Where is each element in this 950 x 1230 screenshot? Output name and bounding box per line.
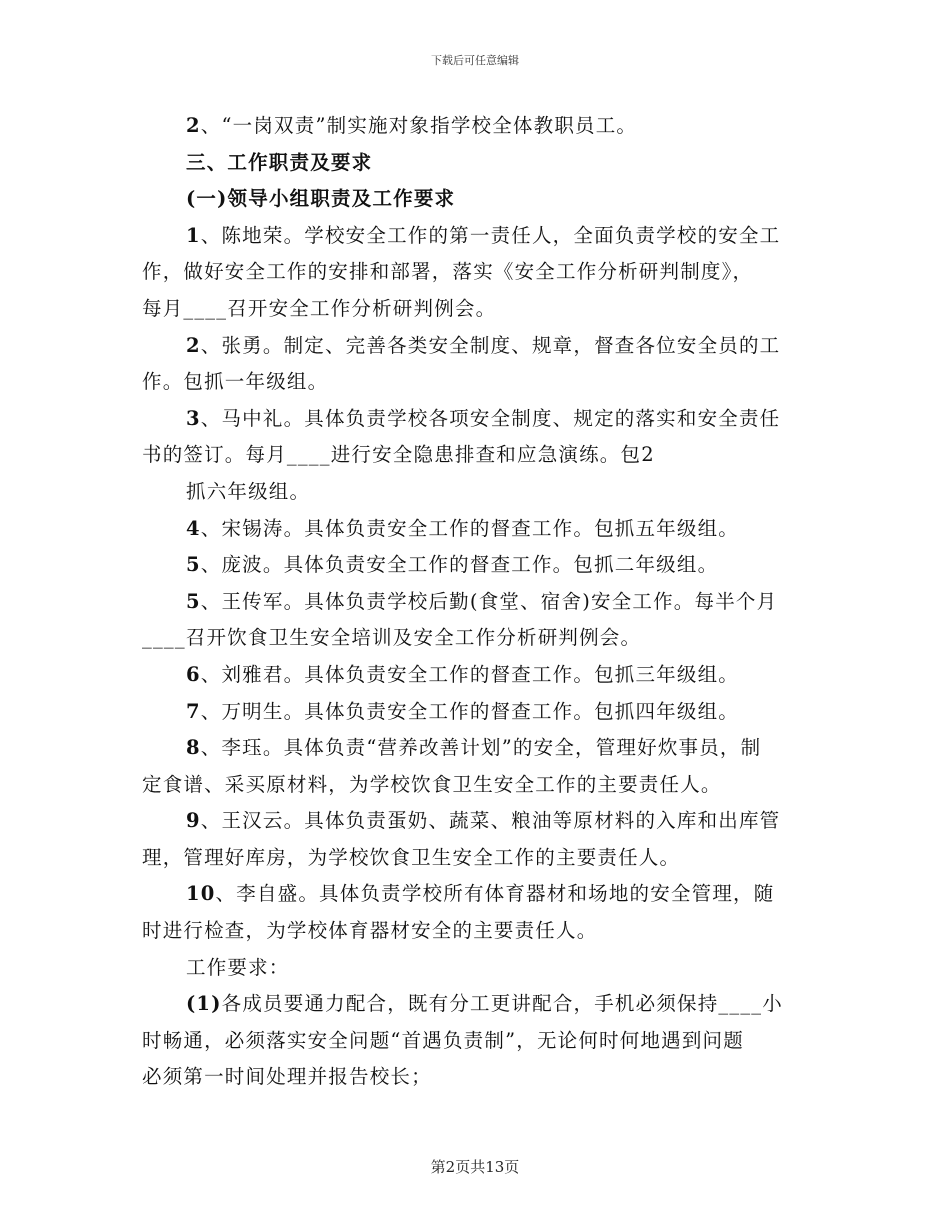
text-line	[142, 876, 818, 913]
text-line	[142, 108, 818, 145]
page-footer: 第2页共13页	[430, 1158, 520, 1176]
item-number: 8	[186, 736, 201, 760]
line-text: 时进行检查，为学校体育器材安全的主要责任人。	[142, 919, 598, 943]
document-body	[142, 108, 818, 1096]
line-text: 、王汉云。具体负责蛋奶、蔬菜、粮油等原材料的入库和出库管	[200, 809, 781, 833]
line-text: 、刘雅君。具体负责安全工作的督查工作。包抓三年级组。	[200, 662, 739, 686]
line-text: 理，管理好库房，为学校饮食卫生安全工作的主要责任人。	[142, 845, 681, 869]
text-line	[142, 291, 818, 328]
text-line	[142, 511, 818, 548]
line-text: 、张勇。制定、完善各类安全制度、规章，督查各位安全员的工	[200, 333, 781, 357]
line-text: 各成员要通力配合，既有分工更讲配合，手机必须保持____小	[221, 992, 783, 1016]
line-text: 、李自盛。具体负责学校所有体育器材和场地的安全管理，随	[215, 882, 775, 906]
text-line	[142, 803, 818, 840]
item-number: 5	[186, 553, 201, 577]
page-header: 下载后可任意编辑	[431, 54, 519, 67]
text-line	[142, 364, 818, 401]
line-text: 时畅通，必须落实安全问题“首遇负责制”，无论何时何地遇到问题	[142, 1028, 744, 1052]
text-line	[142, 218, 818, 255]
item-number: 2	[186, 114, 201, 137]
line-text: ____召开饮食卫生安全培训及安全工作分析研判例会。	[142, 626, 642, 650]
line-text: 、庞波。具体负责安全工作的督查工作。包抓二年级组。	[200, 553, 719, 577]
item-number: 9	[186, 809, 201, 833]
text-line	[142, 401, 818, 438]
text-line	[142, 1023, 818, 1060]
item-number: 6	[186, 662, 201, 686]
line-text: 作，做好安全工作的安排和部署，落实《安全工作分析研判制度》，	[142, 260, 754, 284]
line-text: 、王传军。具体负责学校后勤(食堂、宿舍)安全工作。每半个月	[200, 589, 778, 613]
line-text: 抓六年级组。	[186, 479, 311, 503]
line-text: 定食谱、采买原材料，为学校饮食卫生安全工作的主要责任人。	[142, 772, 722, 796]
text-line	[142, 694, 818, 731]
item-number: 7	[186, 699, 201, 723]
item-number: (1)	[186, 992, 222, 1016]
line-text: (一)领导小组职责及工作要求	[186, 187, 456, 211]
line-text: 、陈地荣。学校安全工作的第一责任人，全面负责学校的安全工	[200, 223, 781, 247]
text-line	[142, 547, 818, 584]
line-text: 每月____召开安全工作分析研判例会。	[142, 296, 497, 320]
text-line	[142, 584, 818, 621]
text-line	[142, 328, 818, 365]
item-number: 2	[186, 333, 201, 357]
line-text: 、万明生。具体负责安全工作的督查工作。包抓四年级组。	[200, 699, 739, 723]
line-text: 必须第一时间处理并报告校长；	[142, 1065, 432, 1089]
item-number: 4	[186, 516, 201, 540]
item-number: 3	[186, 406, 201, 430]
line-text: 工作要求：	[186, 955, 290, 979]
item-number: 5	[186, 589, 201, 613]
text-line	[142, 986, 818, 1023]
text-line	[142, 620, 818, 657]
text-line	[142, 657, 818, 694]
line-text: 、马中礼。具体负责学校各项安全制度、规定的落实和安全责任	[200, 406, 781, 430]
text-line	[142, 437, 818, 474]
line-text: 三、工作职责及要求	[186, 150, 373, 174]
text-line	[142, 145, 818, 182]
text-line	[142, 767, 818, 804]
text-line	[142, 840, 818, 877]
text-line	[142, 474, 818, 511]
item-number: 10	[186, 882, 216, 906]
text-line	[142, 1059, 818, 1096]
text-line	[142, 950, 818, 987]
item-number: 1	[186, 223, 201, 247]
line-text: 、李珏。具体负责“营养改善计划”的安全，管理好炊事员，制	[200, 736, 762, 760]
line-text: 、宋锡涛。具体负责安全工作的督查工作。包抓五年级组。	[200, 516, 739, 540]
line-text: 书的签订。每月____进行安全隐患排查和应急演练。包2	[142, 443, 655, 467]
text-line	[142, 181, 818, 218]
line-text: 、“一岗双责”制实施对象指学校全体教职员工。	[200, 114, 638, 137]
line-text: 作。包抓一年级组。	[142, 370, 329, 394]
text-line	[142, 913, 818, 950]
text-line	[142, 254, 818, 291]
text-line	[142, 730, 818, 767]
